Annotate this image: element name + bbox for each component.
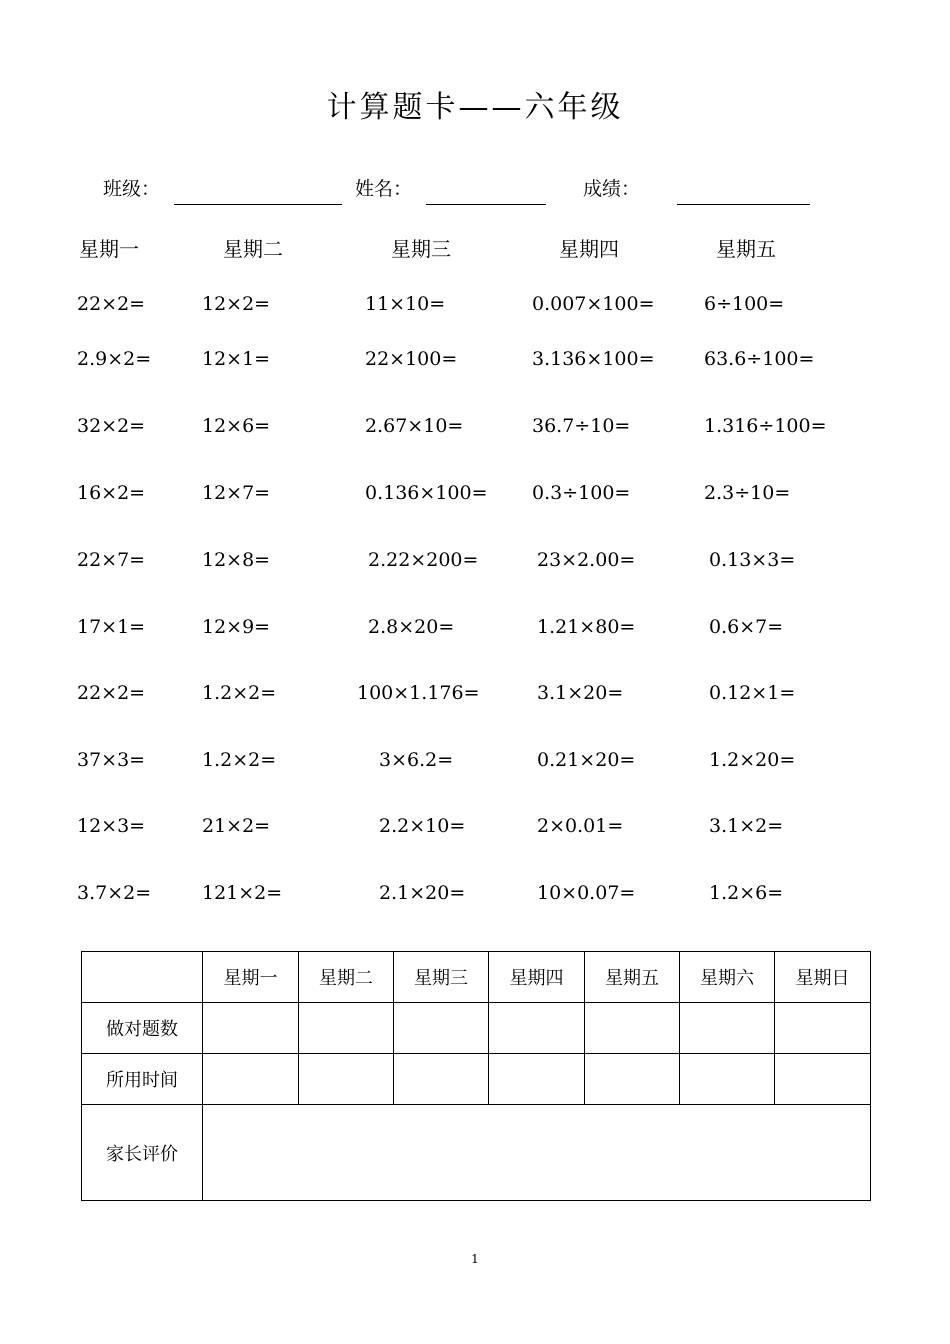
problem-mon-1: 22×2=: [77, 293, 146, 315]
day-header-wed: 星期三: [391, 237, 451, 261]
problem-fri-1: 6÷100=: [704, 293, 785, 315]
problem-wed-10: 2.1×20=: [379, 882, 466, 904]
problem-wed-8: 3×6.2=: [379, 749, 454, 771]
problem-thu-7: 3.1×20=: [537, 682, 624, 704]
day-header-fri: 星期五: [716, 237, 776, 261]
time-cell-tue[interactable]: [299, 1054, 394, 1105]
problem-thu-5: 23×2.00=: [537, 549, 636, 571]
problem-fri-10: 1.2×6=: [709, 882, 784, 904]
day-header-mon: 星期一: [79, 237, 139, 261]
time-cell-thu[interactable]: [489, 1054, 585, 1105]
problem-thu-3: 36.7÷10=: [532, 415, 631, 437]
problem-tue-1: 12×2=: [202, 293, 271, 315]
name-label: 姓名：: [355, 178, 413, 200]
problem-fri-4: 2.3÷10=: [704, 482, 791, 504]
problem-mon-7: 22×2=: [77, 682, 146, 704]
problem-thu-8: 0.21×20=: [537, 749, 636, 771]
record-header-wed: 星期三: [394, 952, 489, 1003]
problem-wed-1: 11×10=: [365, 293, 446, 315]
problem-mon-2: 2.9×2=: [77, 348, 152, 370]
problem-thu-10: 10×0.07=: [537, 882, 636, 904]
record-header-mon: 星期一: [203, 952, 299, 1003]
correct-cell-mon[interactable]: [203, 1003, 299, 1054]
problem-thu-6: 1.21×80=: [537, 616, 636, 638]
problem-fri-2: 63.6÷100=: [704, 348, 815, 370]
row-label-correct: 做对题数: [82, 1003, 203, 1054]
correct-cell-thu[interactable]: [489, 1003, 585, 1054]
day-header-tue: 星期二: [223, 237, 283, 261]
problem-fri-6: 0.6×7=: [709, 616, 784, 638]
record-header-row: [82, 952, 871, 1003]
problem-wed-7: 100×1.176=: [357, 682, 480, 704]
problem-tue-4: 12×7=: [202, 482, 271, 504]
time-cell-fri[interactable]: [585, 1054, 680, 1105]
problem-tue-5: 12×8=: [202, 549, 271, 571]
time-cell-sat[interactable]: [680, 1054, 775, 1105]
problem-tue-8: 1.2×2=: [202, 749, 277, 771]
correct-cell-sun[interactable]: [775, 1003, 871, 1054]
problem-fri-9: 3.1×2=: [709, 815, 784, 837]
problem-fri-3: 1.316÷100=: [704, 415, 827, 437]
record-header-tue: 星期二: [299, 952, 394, 1003]
problem-tue-7: 1.2×2=: [202, 682, 277, 704]
day-header-thu: 星期四: [559, 237, 619, 261]
problem-mon-4: 16×2=: [77, 482, 146, 504]
record-header-sat: 星期六: [680, 952, 775, 1003]
time-cell-mon[interactable]: [203, 1054, 299, 1105]
record-row-parent: [82, 1105, 871, 1201]
record-header-sun: 星期日: [775, 952, 871, 1003]
problem-wed-5: 2.22×200=: [368, 549, 479, 571]
correct-cell-fri[interactable]: [585, 1003, 680, 1054]
page-number: 1: [471, 1252, 479, 1266]
problem-wed-3: 2.67×10=: [365, 415, 464, 437]
score-blank-line[interactable]: [677, 204, 810, 205]
problem-thu-9: 2×0.01=: [537, 815, 624, 837]
row-label-time: 所用时间: [82, 1054, 203, 1105]
problem-mon-8: 37×3=: [77, 749, 146, 771]
problem-fri-8: 1.2×20=: [709, 749, 796, 771]
problem-fri-5: 0.13×3=: [709, 549, 796, 571]
record-corner-cell: [82, 952, 203, 1003]
page-title: 计算题卡——六年级: [326, 90, 624, 125]
record-header-thu: 星期四: [489, 952, 585, 1003]
correct-cell-sat[interactable]: [680, 1003, 775, 1054]
row-label-parent: 家长评价: [82, 1105, 203, 1201]
name-blank-line[interactable]: [426, 204, 546, 205]
problem-thu-4: 0.3÷100=: [532, 482, 631, 504]
time-cell-sun[interactable]: [775, 1054, 871, 1105]
problem-mon-3: 32×2=: [77, 415, 146, 437]
problem-wed-6: 2.8×20=: [368, 616, 455, 638]
record-header-fri: 星期五: [585, 952, 680, 1003]
problem-mon-5: 22×7=: [77, 549, 146, 571]
problem-tue-6: 12×9=: [202, 616, 271, 638]
problem-mon-6: 17×1=: [77, 616, 146, 638]
correct-cell-tue[interactable]: [299, 1003, 394, 1054]
record-row-time: [82, 1054, 871, 1105]
problem-wed-4: 0.136×100=: [365, 482, 488, 504]
record-table: [81, 951, 871, 1201]
problem-tue-2: 12×1=: [202, 348, 271, 370]
problem-wed-2: 22×100=: [365, 348, 458, 370]
correct-cell-wed[interactable]: [394, 1003, 489, 1054]
time-cell-wed[interactable]: [394, 1054, 489, 1105]
parent-comment-cell[interactable]: [203, 1105, 871, 1201]
problem-mon-9: 12×3=: [77, 815, 146, 837]
problem-tue-3: 12×6=: [202, 415, 271, 437]
score-label: 成绩：: [583, 178, 641, 200]
problem-fri-7: 0.12×1=: [709, 682, 796, 704]
problem-thu-1: 0.007×100=: [532, 293, 655, 315]
problem-mon-10: 3.7×2=: [77, 882, 152, 904]
problem-thu-2: 3.136×100=: [532, 348, 655, 370]
problem-tue-10: 121×2=: [202, 882, 283, 904]
class-blank-line[interactable]: [174, 204, 342, 205]
problem-wed-9: 2.2×10=: [379, 815, 466, 837]
class-label: 班级：: [103, 178, 161, 200]
record-row-correct: [82, 1003, 871, 1054]
problem-tue-9: 21×2=: [202, 815, 271, 837]
